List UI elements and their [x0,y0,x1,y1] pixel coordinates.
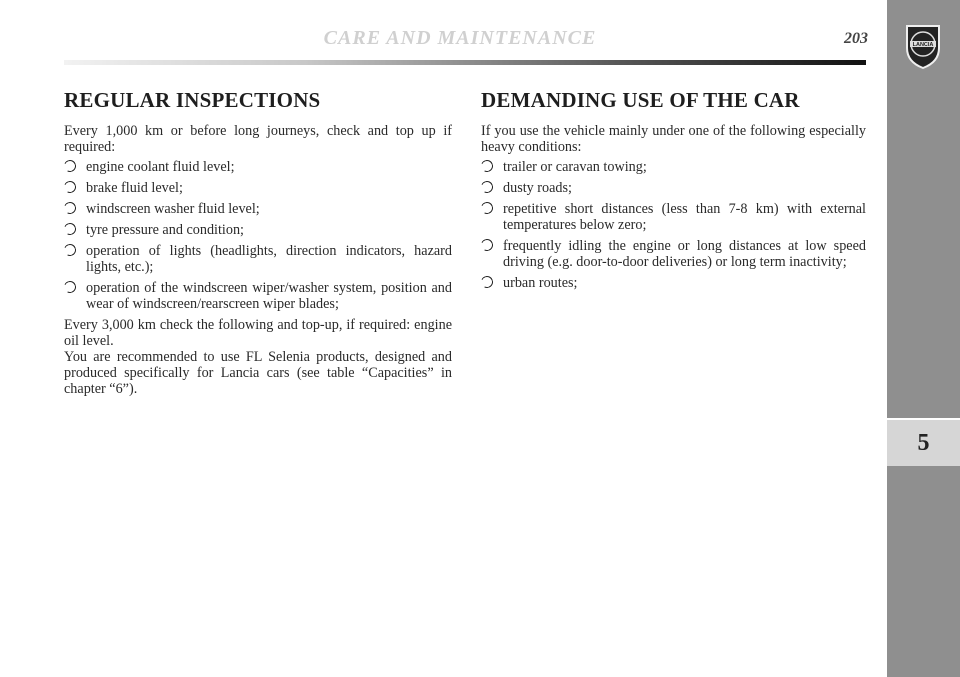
bullet-icon [479,200,494,215]
inspection-list [64,159,452,312]
section-heading: DEMANDING USE OF THE CAR [481,88,800,112]
list-item: windscreen washer fluid level; [64,201,452,217]
bullet-icon [62,221,77,236]
regular-inspections-section [64,88,452,397]
oil-check-paragraph: Every 3,000 km check the following and top-up, if required: engine oil level. [64,317,452,349]
strip-bottom-panel [887,466,960,677]
recommendation-paragraph: You are recommended to use FL Selenia products, designed and produced specifically for Lancia cars (see table “Capacities” in chapter “6”). [64,349,452,397]
demanding-use-section [481,88,866,296]
list-item: operation of the windscreen wiper/washer system, position and wear of windscreen/rearscreen wiper blades; [64,280,452,312]
list-item: frequently idling the engine or long distances at low speed driving (e.g. door-to-door deliveries) or long term inactivity; [481,238,866,270]
bullet-icon [479,158,494,173]
lancia-logo-icon [903,22,943,70]
chapter-tab-5[interactable]: 5 [887,420,960,466]
list-item: engine coolant fluid level; [64,159,452,175]
bullet-icon [479,237,494,252]
intro-paragraph: If you use the vehicle mainly under one of the following especially heavy conditions: [481,123,866,155]
bullet-icon [62,158,77,173]
page-number: 203 [844,30,868,47]
section-heading: REGULAR INSPECTIONS [64,88,321,112]
list-item: tyre pressure and condition; [64,222,452,238]
list-item: trailer or caravan towing; [481,159,866,175]
bullet-icon [479,274,494,289]
bullet-icon [62,179,77,194]
bullet-icon [479,179,494,194]
bullet-icon [62,279,77,294]
bullet-icon [62,200,77,215]
bullet-icon [62,242,77,257]
list-item: operation of lights (headlights, direction indicators, hazard lights, etc.); [64,243,452,275]
list-item: urban routes; [481,275,866,291]
chapter-side-strip [887,0,960,677]
header-rule [64,60,866,65]
list-item: repetitive short distances (less than 7-8 km) with external temperatures below zero; [481,201,866,233]
list-item: brake fluid level; [64,180,452,196]
list-item: dusty roads; [481,180,866,196]
logo-text: LANCIA [912,42,934,48]
section-title: CARE AND MAINTENANCE [323,27,597,49]
conditions-list [481,159,866,291]
intro-paragraph: Every 1,000 km or before long journeys, check and top up if required: [64,123,452,155]
